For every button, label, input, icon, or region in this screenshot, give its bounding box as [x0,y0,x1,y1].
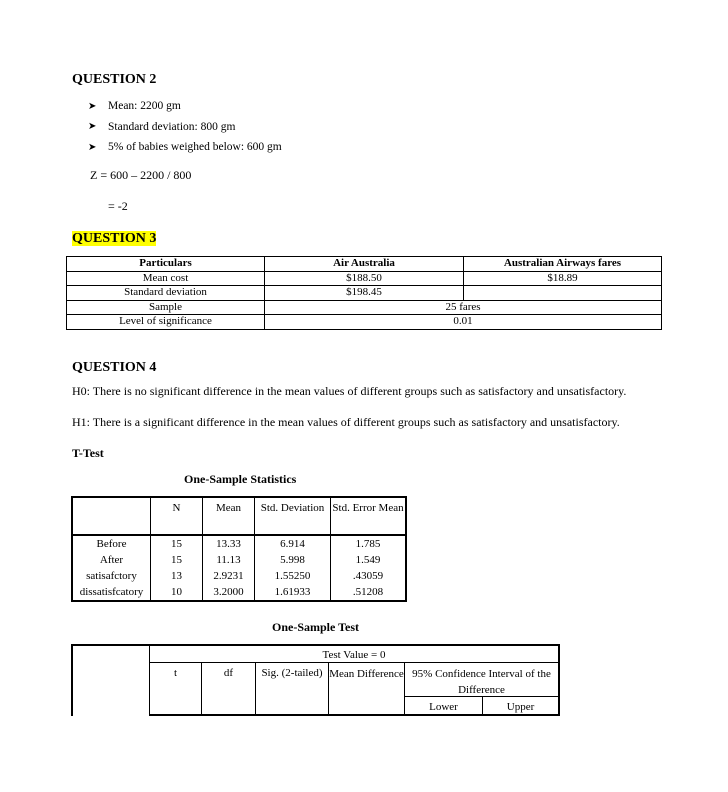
table-cell: 13.33 [203,535,255,552]
table-row [67,286,662,301]
table-cell: $198.45 [265,286,464,301]
test-table-title: One-Sample Test [272,620,360,634]
one-sample-statistics-table [71,496,407,602]
row-label: Sample [67,300,265,315]
row-label: satisafctory [72,568,151,584]
arrow-bullet-icon: ➤ [88,100,97,112]
table-cell [464,286,662,301]
column-header: Std. Deviation [255,497,331,535]
column-header: Std. Error Mean [331,497,407,535]
question-4-heading: QUESTION 4 [72,360,157,375]
column-header: Mean [203,497,255,535]
table-cell: 25 fares [265,300,662,315]
row-label: dissatisfcatory [72,584,151,601]
table-cell: 11.13 [203,552,255,568]
q3-table [66,256,662,330]
table-row [67,300,662,315]
z-result: = -2 [108,199,128,213]
stats-table-title: One-Sample Statistics [184,472,297,486]
bullet-text: Mean: 2200 gm [108,100,181,113]
ci-lower-header: Lower [429,701,458,713]
table-cell: 13 [151,568,203,584]
column-header: 95% Confidence Interval of the Difference [412,668,551,696]
list-item [88,117,282,138]
table-cell: 10 [151,584,203,601]
table-row [67,315,662,330]
table-cell: 1.549 [331,552,407,568]
null-hypothesis: H0: There is no significant difference in the mean values of different groups such as satisfactory and unsatisfactory. [72,384,627,398]
table-cell: 2.9231 [203,568,255,584]
table-cell: 6.914 [255,535,331,552]
row-label: Level of significance [67,315,265,330]
table-row [67,257,662,272]
table-row [67,271,662,286]
table-row [72,535,406,552]
row-label: After [72,552,151,568]
list-item [88,96,282,117]
table-row [72,552,406,568]
arrow-bullet-icon: ➤ [88,141,97,153]
one-sample-test-table [71,644,560,716]
list-item [88,137,282,158]
column-header: Particulars [67,257,265,272]
bullet-text: Standard deviation: 800 gm [108,120,236,133]
q2-bullet-list [88,96,282,158]
table-row [72,568,406,584]
column-header: Air Australia [265,257,464,272]
column-header: N [151,497,203,535]
table-cell: 3.2000 [203,584,255,601]
table-row [72,584,406,601]
table-cell: $188.50 [265,271,464,286]
table-cell: 15 [151,535,203,552]
alternative-hypothesis: H1: There is a significant difference in the mean values of different groups such as satisfactory and unsatisfactory. [72,415,620,429]
table-row [72,497,406,535]
question-2-heading: QUESTION 2 [72,72,157,87]
table-cell: 0.01 [265,315,662,330]
table-cell: $18.89 [464,271,662,286]
bullet-text: 5% of babies weighed below: 600 gm [108,141,282,154]
column-header: t [173,667,178,679]
table-cell: .43059 [331,568,407,584]
row-label: Before [72,535,151,552]
empty-header-cell [72,497,151,535]
ci-upper-header: Upper [506,701,535,713]
row-label: Standard deviation [67,286,265,301]
table-cell: 1.55250 [255,568,331,584]
table-cell: .51208 [331,584,407,601]
table-cell: 1.61933 [255,584,331,601]
arrow-bullet-icon: ➤ [88,121,97,133]
question-3-heading: QUESTION 3 [72,231,157,246]
column-header: Mean Difference [329,668,404,680]
t-test-label: T-Test [72,446,104,460]
column-header: df [223,667,234,679]
row-label: Mean cost [67,271,265,286]
column-header: Australian Airways fares [464,257,662,272]
table-cell: 15 [151,552,203,568]
test-value-label: Test Value = 0 [322,649,386,661]
table-cell: 1.785 [331,535,407,552]
z-formula: Z = 600 – 2200 / 800 [90,168,192,182]
column-header: Sig. (2-tailed) [261,667,323,679]
table-cell: 5.998 [255,552,331,568]
